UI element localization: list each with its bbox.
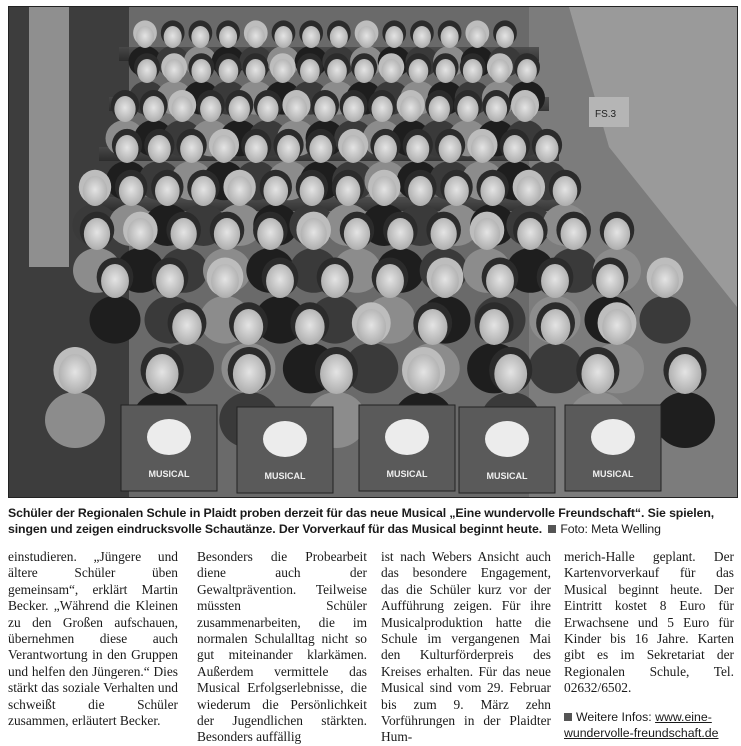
- student-face: [234, 309, 264, 345]
- student-face: [553, 176, 578, 206]
- student-face: [219, 26, 237, 48]
- student-face: [83, 176, 108, 206]
- student-face: [409, 59, 429, 83]
- more-info-label: Weitere Infos:: [576, 709, 652, 724]
- student-face: [474, 218, 500, 250]
- student-face: [408, 176, 433, 206]
- student-face: [191, 59, 211, 83]
- musical-poster: [359, 405, 455, 491]
- student-face: [266, 264, 294, 298]
- student-face: [514, 96, 535, 122]
- student-face: [480, 176, 505, 206]
- student-face: [413, 26, 431, 48]
- student-face: [354, 59, 374, 83]
- student-face: [541, 309, 571, 345]
- article-column-2: Besonders die Probearbeit diene auch der Gewaltprävention. Teilweise müssten Schüler zusammenarbeiten, die im normalen Schulalltag nicht so gut miteinander klarkämen. Außerdem vermittele das Musical Erfolgserlebnisse, die wiederum die Persönlichkeit der Jugendlichen stärkten. Besonders auffällig: [197, 549, 367, 745]
- student-face: [503, 135, 526, 163]
- student-body: [90, 296, 141, 344]
- poster-title: MUSICAL: [486, 471, 528, 481]
- student-face: [143, 96, 164, 122]
- student-face: [84, 218, 110, 250]
- student-face: [245, 135, 268, 163]
- student-face: [371, 96, 392, 122]
- student-face: [229, 96, 250, 122]
- student-face: [320, 354, 353, 394]
- student-face: [227, 176, 252, 206]
- student-face: [119, 176, 144, 206]
- student-face: [400, 96, 421, 122]
- student-face: [406, 135, 429, 163]
- student-face: [602, 309, 632, 345]
- poster-title: MUSICAL: [592, 469, 634, 479]
- student-face: [541, 264, 569, 298]
- student-face: [309, 135, 332, 163]
- student-face: [431, 264, 459, 298]
- student-face: [136, 26, 154, 48]
- student-face: [314, 96, 335, 122]
- student-face: [651, 264, 679, 298]
- caption-text: Schüler der Regionalen Schule in Plaidt proben derzeit für das neue Musical „Eine wundervolle Freundschaft“. Sie spielen, singen und zeigen eindrucksvolle Schautänze. Der Vorverkauf für das Musical beginnt heute.: [8, 506, 715, 536]
- student-face: [387, 218, 413, 250]
- student-face: [486, 264, 514, 298]
- article-body: [8, 549, 736, 745]
- student-face: [295, 309, 325, 345]
- square-bullet-icon: [564, 713, 572, 721]
- student-face: [191, 26, 209, 48]
- student-face: [277, 135, 300, 163]
- student-face: [561, 218, 587, 250]
- student-face: [517, 176, 542, 206]
- musical-poster: [121, 405, 217, 491]
- student-face: [286, 96, 307, 122]
- student-face: [468, 26, 486, 48]
- student-face: [596, 264, 624, 298]
- student-face: [336, 176, 361, 206]
- poster-title: MUSICAL: [386, 469, 428, 479]
- student-face: [300, 176, 325, 206]
- student-face: [381, 59, 401, 83]
- student-face: [441, 26, 459, 48]
- student-face: [436, 59, 456, 83]
- student-face: [581, 354, 614, 394]
- student-face: [321, 264, 349, 298]
- student-face: [604, 218, 630, 250]
- student-face: [496, 26, 514, 48]
- student-face: [444, 176, 469, 206]
- student-face: [156, 264, 184, 298]
- musical-poster: [237, 407, 333, 493]
- student-face: [357, 309, 387, 345]
- student-face: [274, 26, 292, 48]
- photo-caption: [8, 505, 736, 537]
- group-photo: [8, 6, 738, 498]
- student-face: [127, 218, 153, 250]
- student-face: [486, 96, 507, 122]
- student-face: [233, 354, 266, 394]
- student-face: [211, 264, 239, 298]
- group-photo-illustration: [9, 7, 737, 497]
- student-face: [171, 218, 197, 250]
- student-face: [344, 218, 370, 250]
- student-face: [418, 309, 448, 345]
- student-face: [376, 264, 404, 298]
- student-face: [101, 264, 129, 298]
- student-face: [517, 59, 537, 83]
- student-face: [342, 135, 365, 163]
- student-face: [246, 59, 266, 83]
- student-face: [517, 218, 543, 250]
- student-face: [457, 96, 478, 122]
- musical-poster: [565, 405, 661, 491]
- student-face: [302, 26, 320, 48]
- student-body: [655, 392, 715, 448]
- student-face: [164, 26, 182, 48]
- student-face: [385, 26, 403, 48]
- student-face: [372, 176, 397, 206]
- student-face: [214, 218, 240, 250]
- student-face: [171, 96, 192, 122]
- student-face: [148, 135, 171, 163]
- room-sign-text: FS.3: [595, 109, 617, 120]
- student-body: [45, 392, 105, 448]
- student-face: [155, 176, 180, 206]
- student-face: [273, 59, 293, 83]
- student-face: [200, 96, 221, 122]
- student-face: [257, 218, 283, 250]
- more-info: [564, 709, 734, 741]
- article-column-3: ist nach Webers Ansicht auch das besondere Engagement, das die Schüler kurz vor der Aufführung zeigen. Für ihre Musicalproduktion hatte die Schule im vergangenen Mai den Kulturförderpreis des Kreises erhalten. Für das neue Musical sind vom 29. Februar bis zum 9. März zehn Vorführungen in der Plaidter Hum-: [381, 549, 551, 745]
- student-face: [257, 96, 278, 122]
- student-body: [640, 296, 691, 344]
- article-column-4: [564, 549, 734, 741]
- article-column-1: einstudieren. „Jüngere und ältere Schüler üben gemeinsam“, erklärt Martin Becker. „Während die Kleinen zu den Großen aufschauen, übernehmen diese auch Verantwortung in den Gruppen und helfen den Jüngeren.“ Dies stärkt das soziale Verhalten und schweißt die Schüler zusammen, erläutert Becker.: [8, 549, 178, 729]
- student-face: [536, 135, 559, 163]
- student-face: [180, 135, 203, 163]
- student-face: [247, 26, 265, 48]
- student-face: [431, 218, 457, 250]
- student-face: [114, 96, 135, 122]
- more-info-link[interactable]: www.eine-wundervolle-freundschaft.de: [564, 709, 719, 740]
- square-bullet-icon: [548, 525, 556, 533]
- student-face: [212, 135, 235, 163]
- student-face: [343, 96, 364, 122]
- student-face: [407, 354, 440, 394]
- student-face: [429, 96, 450, 122]
- student-face: [137, 59, 157, 83]
- student-face: [330, 26, 348, 48]
- student-face: [479, 309, 509, 345]
- student-face: [463, 59, 483, 83]
- student-face: [300, 59, 320, 83]
- student-face: [191, 176, 216, 206]
- student-face: [358, 26, 376, 48]
- student-face: [59, 354, 92, 394]
- student-face: [471, 135, 494, 163]
- student-face: [146, 354, 179, 394]
- student-face: [494, 354, 527, 394]
- musical-poster: [459, 407, 555, 493]
- student-face: [490, 59, 510, 83]
- poster-title: MUSICAL: [148, 469, 190, 479]
- student-face: [172, 309, 202, 345]
- student-face: [219, 59, 239, 83]
- student-face: [374, 135, 397, 163]
- student-face: [263, 176, 288, 206]
- musical-posters: [121, 405, 661, 493]
- student-face: [301, 218, 327, 250]
- student-face: [669, 354, 702, 394]
- student-face: [439, 135, 462, 163]
- student-body: [529, 343, 583, 393]
- poster-title: MUSICAL: [264, 471, 306, 481]
- photo-credit: Foto: Meta Welling: [560, 522, 661, 536]
- student-face: [164, 59, 184, 83]
- student-face: [116, 135, 139, 163]
- article-column-4-text: merich-Halle geplant. Der Kartenvorverkauf für das Musical beginnt heute. Der Eintritt kostet 8 Euro für Erwachsene und 5 Euro für Kinder bis 16 Jahre. Karten gibt es im Sekretariat der Regionalen Schule, Tel. 02632/6502.: [564, 549, 734, 696]
- student-face: [327, 59, 347, 83]
